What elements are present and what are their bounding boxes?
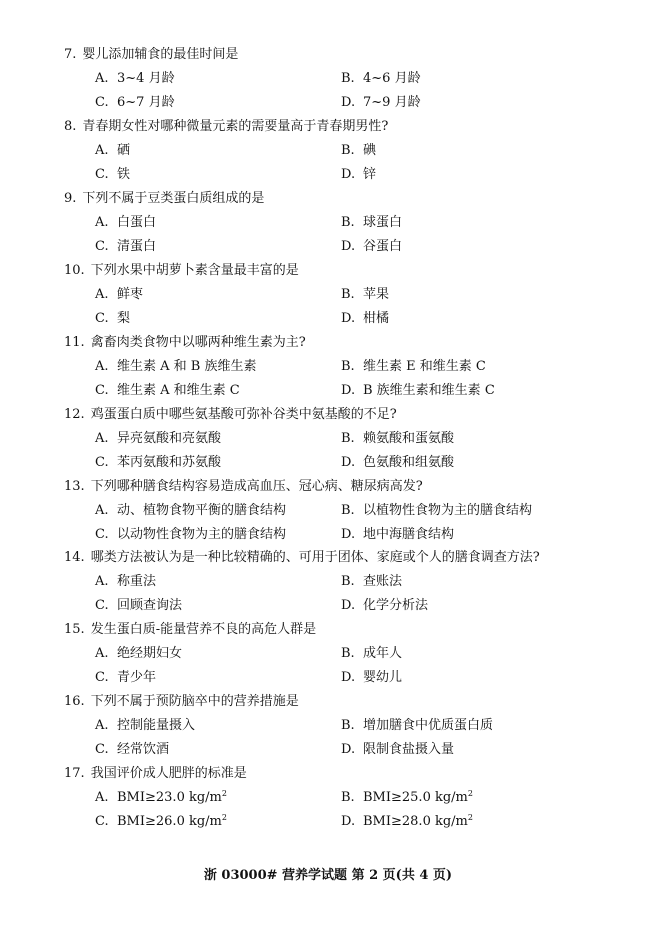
question-text: 下列不属于豆类蛋白质组成的是 [82,191,265,206]
question-stem [64,692,299,712]
option-b: B. 以植物性食物为主的膳食结构 [341,503,533,518]
option-d: D. 7~9 月龄 [341,95,421,110]
option-c: C. 6~7 月龄 [95,95,175,110]
superscript: 2 [221,813,227,822]
page-footer: 浙 03000# 营养学试题 第 2 页(共 4 页) [203,868,453,883]
option-d: D. 色氨酸和组氨酸 [341,455,455,470]
option-b: B. 增加膳食中优质蛋白质 [341,718,494,733]
option-c: C. 苯丙氨酸和苏氨酸 [95,455,222,470]
question-stem [64,405,397,425]
option-c: C. 回顾查询法 [95,598,183,613]
option-a: A. BMI≥23.0 $kg/m^2$ [95,789,227,805]
question-text: 发生蛋白质-能量营养不良的高危人群是 [90,622,317,637]
option-a: A. 称重法 [95,574,157,589]
option-a: A. 鲜枣 [95,287,144,302]
option-a: A. 绝经期妇女 [95,646,183,661]
question-text: 哪类方法被认为是一种比较精确的、可用于团体、家庭或个人的膳食调查方法? [90,550,540,565]
question-text: 鸡蛋蛋白质中哪些氨基酸可弥补谷类中氨基酸的不足? [90,407,397,422]
question-text: 下列不属于预防脑卒中的营养措施是 [90,694,299,709]
option-c: C. 清蛋白 [95,239,157,254]
option-b: B. 赖氨酸和蛋氨酸 [341,431,455,446]
question-stem [64,261,299,281]
option-b: B. BMI≥25.0 $kg/m^2$ [341,789,473,805]
question-number: 9. [64,191,77,206]
superscript: 2 [467,813,473,822]
option-a: A. 动、植物食物平衡的膳食结构 [95,503,287,518]
option-d: D. BMI≥28.0 $kg/m^2$ [341,813,473,829]
option-a: A. 3~4 月龄 [95,71,175,86]
option-b: B. 维生素 E 和维生素 C [341,359,486,374]
question-text: 我国评价成人肥胖的标准是 [90,766,247,781]
option-a: A. 硒 [95,143,131,158]
question-number: 10. [64,263,85,278]
question-stem [64,333,306,353]
question-text: 下列哪种膳食结构容易造成高血压、冠心病、糖尿病高发? [90,479,423,494]
question-stem [64,189,264,209]
option-b: B. 碘 [341,143,377,158]
question-number: 13. [64,479,85,494]
option-c: C. 梨 [95,311,131,326]
option-b: B. 成年人 [341,646,403,661]
question-text: 禽畜肉类食物中以哪两种维生素为主? [90,335,306,350]
question-number: 17. [64,766,85,781]
option-b: B. 苹果 [341,287,390,302]
option-a: A. 控制能量摄入 [95,718,196,733]
option-a: A. 维生素 A 和 B 族维生素 [95,359,257,374]
option-d: D. 限制食盐摄入量 [341,742,455,757]
option-a: A. 异亮氨酸和亮氨酸 [95,431,222,446]
option-b: B. 查账法 [341,574,403,589]
option-a: A. 白蛋白 [95,215,157,230]
option-d: D. 柑橘 [341,311,390,326]
superscript: 2 [467,789,473,798]
question-stem [64,477,423,497]
question-stem [64,117,388,137]
option-c: C. 以动物性食物为主的膳食结构 [95,527,287,542]
option-d: D. B 族维生素和维生素 C [341,383,495,398]
option-d: D. 化学分析法 [341,598,429,613]
question-number: 8. [64,119,77,134]
option-d: D. 谷蛋白 [341,239,403,254]
option-d: D. 地中海膳食结构 [341,527,455,542]
question-stem [64,620,316,640]
question-number: 12. [64,407,85,422]
option-c: C. 维生素 A 和维生素 C [95,383,240,398]
option-b: B. 球蛋白 [341,215,403,230]
option-d: D. 锌 [341,167,377,182]
question-stem [64,764,247,784]
question-stem [64,45,238,65]
option-c: C. 铁 [95,167,131,182]
question-stem [64,548,540,568]
superscript: 2 [221,789,227,798]
question-number: 14. [64,550,85,565]
question-number: 7. [64,47,77,62]
option-d: D. 婴幼儿 [341,670,403,685]
option-b: B. 4~6 月龄 [341,71,421,86]
option-c: C. 经常饮酒 [95,742,170,757]
question-text: 下列水果中胡萝卜素含量最丰富的是 [90,263,299,278]
question-number: 11. [64,335,85,350]
option-c: C. BMI≥26.0 $kg/m^2$ [95,813,227,829]
question-number: 16. [64,694,85,709]
option-c: C. 青少年 [95,670,157,685]
question-text: 青春期女性对哪种微量元素的需要量高于青春期男性? [82,119,389,134]
question-number: 15. [64,622,85,637]
question-text: 婴儿添加辅食的最佳时间是 [82,47,239,62]
